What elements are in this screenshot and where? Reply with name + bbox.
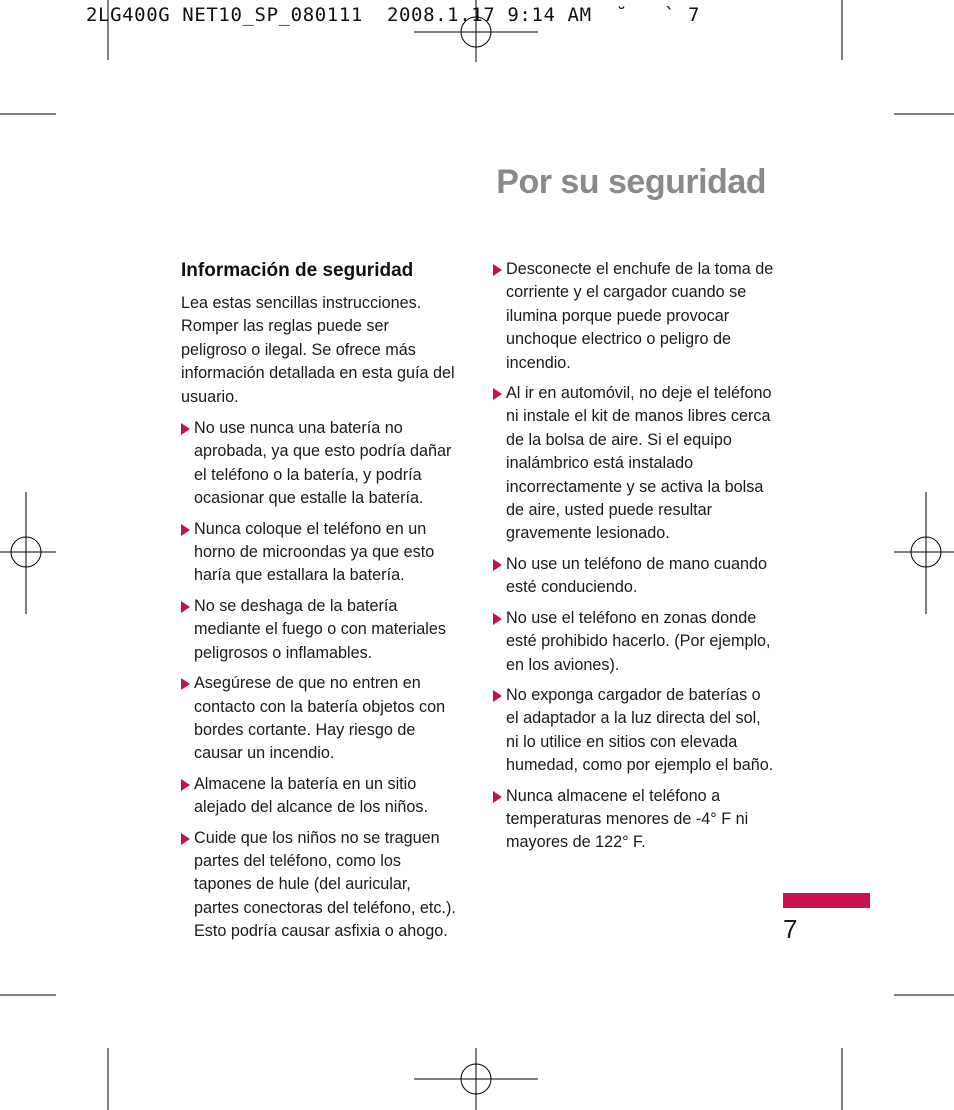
list-item-text: Desconecte el enchufe de la toma de corriente y el cargador cuando se ilumina porque puede provocar unchoque electrico o peligro de incendio.	[506, 260, 774, 372]
list-item	[181, 518, 459, 588]
right-column	[493, 258, 775, 862]
triangle-bullet-icon	[493, 559, 502, 571]
list-item	[181, 595, 459, 665]
triangle-bullet-icon	[181, 678, 190, 690]
list-item-text: No use el teléfono en zonas donde esté prohibido hacerlo. (Por ejemplo, en los aviones).	[506, 608, 771, 674]
right-bullet-list	[493, 258, 775, 855]
list-item-text: No se deshaga de la batería mediante el fuego o con materiales peligrosos o inflamables.	[194, 596, 446, 662]
page-title: Por su seguridad	[496, 163, 766, 201]
left-column	[181, 258, 459, 951]
page-number: 7	[783, 914, 798, 944]
list-item	[181, 773, 459, 820]
list-item-text: Almacene la batería en un sitio alejado del alcance de los niños.	[194, 774, 428, 817]
section-heading: Información de seguridad	[181, 260, 414, 281]
triangle-bullet-icon	[181, 524, 190, 536]
list-item-text: Nunca almacene el teléfono a temperaturas menores de -4° F ni mayores de 122° F.	[506, 786, 749, 852]
list-item	[181, 827, 459, 944]
list-item	[181, 672, 459, 766]
page-tab-bar	[783, 893, 870, 908]
list-item-text: No use un teléfono de mano cuando esté conduciendo.	[506, 554, 767, 597]
triangle-bullet-icon	[493, 690, 502, 702]
list-item-text: No use nunca una batería no aprobada, ya que esto podría dañar el teléfono o la batería, y podría ocasionar que estalle la batería.	[194, 419, 452, 508]
triangle-bullet-icon	[493, 388, 502, 400]
left-bullet-list	[181, 417, 459, 944]
list-item-text: No exponga cargador de baterías o el adaptador a la luz directa del sol, ni lo utilice en sitios con elevada humedad, como por ejemplo el baño.	[506, 685, 774, 775]
triangle-bullet-icon	[493, 791, 502, 803]
list-item	[493, 607, 775, 677]
triangle-bullet-icon	[181, 833, 190, 845]
print-header: 2LG400G NET10_SP_080111 2008.1.17 9:14 AM ˘ ` 7	[86, 4, 700, 26]
list-item	[493, 258, 775, 375]
triangle-bullet-icon	[493, 613, 502, 625]
list-item-text: Cuide que los niños no se traguen partes del teléfono, como los tapones de hule (del auricular, partes conectoras del teléfono, etc.). Esto podría causar asfixia o ahogo.	[194, 828, 456, 941]
triangle-bullet-icon	[181, 601, 190, 613]
list-item	[181, 417, 459, 511]
list-item	[493, 785, 775, 855]
list-item	[493, 553, 775, 600]
list-item-text: Nunca coloque el teléfono en un horno de microondas ya que esto haría que estallara la batería.	[194, 519, 435, 585]
triangle-bullet-icon	[181, 423, 190, 435]
list-item	[493, 684, 775, 778]
list-item-text: Al ir en automóvil, no deje el teléfono ni instale el kit de manos libres cerca de la bolsa de aire. Si el equipo inalámbrico está instalado incorrectamente y se activa la bolsa de aire, usted puede resultar gravemente lesionado.	[506, 384, 772, 543]
triangle-bullet-icon	[181, 779, 190, 791]
triangle-bullet-icon	[493, 264, 502, 276]
list-item	[493, 382, 775, 546]
intro-paragraph: Lea estas sencillas instrucciones. Romper las reglas puede ser peligroso o ilegal. Se ofrece más información detallada en esta guía del usuario.	[181, 294, 455, 406]
list-item-text: Asegúrese de que no entren en contacto con la batería objetos con bordes cortante. Hay riesgo de causar un incendio.	[194, 674, 446, 763]
